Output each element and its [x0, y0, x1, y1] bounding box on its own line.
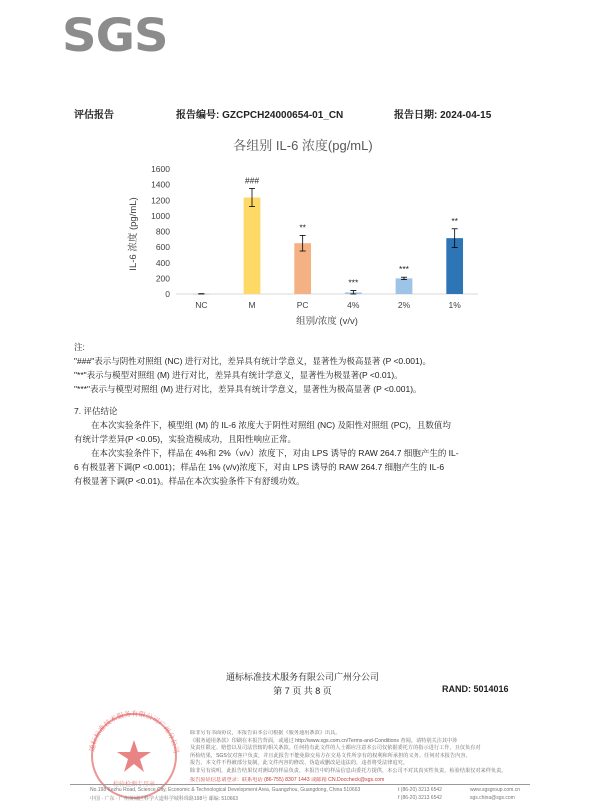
- y-tick-label: 0: [165, 289, 170, 299]
- address-en: No.198 Kezhu Road, Science City, Economic & Technological Development Area, Guangzhou, Guangdong, China 510663: [90, 787, 361, 793]
- conclusion-p1-line2: 有统计学差异(P <0.05)，实验造模成功，且阳性响应正常。: [74, 434, 297, 444]
- legal-line: 报告，本文件不得被部分复制。此文件内容的修改、伪造或删改是违法的，违者将受法律追究。: [190, 760, 408, 766]
- bars: [193, 176, 463, 295]
- significance-label: ***: [348, 277, 359, 288]
- email: sgs.china@sgs.com: [470, 795, 515, 801]
- report-date: 报告日期: 2024-04-15: [394, 110, 492, 121]
- doc-type: 评估报告: [74, 110, 114, 121]
- report-number: 报告编号: GZCPCH24000654-01_CN: [176, 110, 344, 121]
- legal-terms: [190, 730, 530, 775]
- notes: [74, 340, 544, 396]
- significance-label: **: [451, 215, 458, 226]
- legal-line: 除非另有书面协议，本报告由本公司根据《服务通用条款》出具。: [190, 730, 341, 736]
- y-tick-label: 800: [155, 226, 170, 237]
- y-tick-label: 600: [155, 242, 170, 253]
- note-item: "**"表示与模型对照组 (M) 进行对比，差异具有统计学意义，显著性为极显著(P <0.01)。: [74, 370, 403, 380]
- significance-label: ###: [244, 175, 260, 186]
- bar: [396, 278, 413, 294]
- seal-text-top: 通标标准技术服务有限公司广州分公司: [89, 710, 180, 754]
- x-tick-label: PC: [296, 300, 309, 310]
- footer-divider: [70, 784, 530, 785]
- y-tick-label: 1000: [151, 210, 170, 221]
- note-item: "***"表示与模型对照组 (M) 进行对比，差异具有统计学意义，显著性为极高显著 (P <0.001)。: [74, 384, 422, 394]
- x-tick-label: NC: [195, 300, 208, 310]
- x-tick-label: M: [248, 300, 256, 310]
- x-tick-label: 4%: [347, 300, 360, 310]
- legal-line: 《服务通用条款》印刷在本报告背面，或通过 http://www.sgs.com.cn/Terms-and-Conditions 查阅。请特别关注其中涉: [190, 737, 458, 744]
- y-tick-label: 1200: [151, 195, 170, 206]
- footer-rand: RAND: 5014016: [442, 684, 509, 694]
- significance-label: **: [299, 222, 306, 233]
- conclusion-p1-line1: 在本次实验条件下，模型组 (M) 的 IL-6 浓度大于阴性对照组 (NC) 及阳性对照组 (PC)，且数值均: [91, 420, 451, 430]
- y-axis-label: IL-6 浓度 (pg/mL): [128, 197, 139, 271]
- note-item: "###"表示与阴性对照组 (NC) 进行对比，差异具有统计学意义，显著性为极高显著 (P <0.001)。: [74, 356, 432, 366]
- y-tick-label: 1400: [151, 179, 170, 190]
- conclusion-p2-line1: 在本次实验条件下，样品在 4%和 2%（v/v）浓度下，对由 LPS 诱导的 RAW 264.7 细胞产生的 IL-: [91, 448, 459, 458]
- fax: f (86-20) 3213 6542: [398, 795, 442, 801]
- legal-line: 除非另有说明，此报告结果仅对测试的样品负责，本报告中的样品信息由委托方提供，本公司不对其真实性负责，检验结果仅对来样负责。: [190, 767, 507, 774]
- conclusion-p2-line2: 6 有极显著下调(P <0.001)；样品在 1% (v/v)浓度下，对由 LPS 诱导的 RAW 264.7 细胞产生的 IL-6: [74, 462, 445, 472]
- y-tick-label: 400: [155, 257, 170, 268]
- conclusion-heading: 7. 评估结论: [74, 406, 118, 416]
- il6-bar-chart: [118, 128, 478, 328]
- website: www.sgsgroup.com.cn: [470, 787, 521, 793]
- chart-title: 各组别 IL-6 浓度(pg/mL): [233, 138, 373, 153]
- sgs-logo: SGS: [62, 9, 168, 63]
- address-cn: 中国 · 广东 · 广州黄埔区科学大道科学城科珠路198号 邮编: 510663: [90, 796, 239, 802]
- bar: [244, 198, 261, 294]
- y-tick-label: 1600: [151, 164, 170, 174]
- seal-star-icon: [117, 740, 151, 772]
- footer-page-number: 第 7 页 共 8 页: [273, 686, 332, 696]
- y-tick-label: 200: [155, 273, 170, 284]
- x-axis-labels: [195, 300, 461, 310]
- y-axis-ticks: [151, 164, 478, 299]
- conclusion: [74, 404, 544, 488]
- seal-text-bottom: 检验检测专用章: [112, 782, 156, 788]
- conclusion-p2-line3: 有极显著下调(P <0.01)。样品在本次实验条件下有舒缓功效。: [74, 476, 305, 486]
- legal-line: 及责任限定、赔偿以及司法管辖的相关条款。任何持有此文件的人士都应注意本公司仅依据委托方的指示进行工作，且仅负有对: [190, 745, 481, 751]
- x-tick-label: 1%: [448, 300, 461, 310]
- tel: t (86-20) 3213 6542: [398, 787, 442, 793]
- x-tick-label: 2%: [397, 300, 411, 310]
- legal-line: 所检结果，SGS仅对客户负责，并且此报告不能免除交易方在交易文件所享有的权利和所承担的义务。任何对本报告内容、: [190, 752, 471, 759]
- notes-heading: 注:: [74, 342, 85, 352]
- footer-company: 通标标准技术服务有限公司广州分公司: [225, 672, 379, 682]
- legal-verify: 报告验证信息请登录：联系电话 (86-755) 8307 1443 或邮箱 CN.Doccheck@sgs.com: [190, 777, 385, 783]
- significance-label: ***: [399, 264, 409, 275]
- x-axis-label: 组别/浓度 (v/v): [296, 316, 358, 327]
